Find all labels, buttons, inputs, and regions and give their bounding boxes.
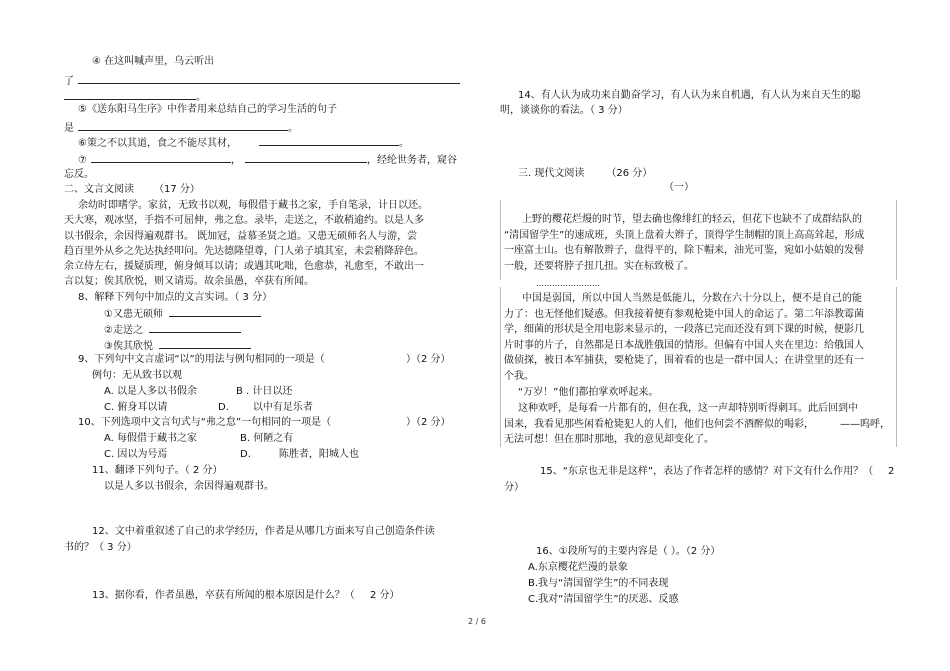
para2-line-6: 个我。 (504, 371, 534, 382)
q5-blank[interactable] (78, 120, 288, 131)
para2-border-left (500, 287, 501, 447)
q6-end: 。 (398, 138, 409, 149)
passage-line-1: 余幼时即嗜学。家贫，无致书以观，每假借于藏书之家，手自笔录，计日以还。 (78, 200, 428, 211)
passage-line-5: 余立侍左右，援疑质理，俯身倾耳以请；或遇其叱咄，色愈恭，礼愈至，不敢出一 (64, 261, 424, 272)
q15-line-1: 15、“东京也无非是这样”，表达了作者怎样的感情？对下文有什么作用？（ (540, 466, 874, 477)
q10-points: ）（2 分） (406, 417, 451, 428)
ellipsis-dots: …………………… (536, 279, 600, 288)
q13-points: 2 分） (370, 590, 400, 601)
para1-line-2: “清国留学生”的速成班，头顶上盘着大辫子，顶得学生制帽的顶上高高耸起，形成 (504, 230, 865, 241)
q7-line2: 忘反。 (64, 169, 94, 180)
q8-item-3-text: ③俟其欣悦 (104, 341, 153, 352)
passage-line-2: 天大寒，观冰坚，手指不可屈伸，弗之怠。录毕，走送之，不敢稍逾约。以是人多 (64, 215, 424, 226)
q8-prompt: 8、解释下列句中加点的文言实词。（ 3 分） (78, 292, 273, 303)
q9-option-d-text: 以中有足乐者 (252, 402, 313, 413)
q6-blank[interactable] (259, 135, 399, 146)
q9-option-b[interactable]: B . 计日以还 (236, 386, 293, 397)
passage-line-6: 言以复；俟其欣悦，则又请焉。故余虽愚，卒获有所闻。 (64, 276, 314, 287)
passage-line-4: 趋百里外从乡之先达执经叩问。先达德隆望尊，门人弟子填其室，未尝稍降辞色。 (64, 246, 424, 257)
passage-line-3: 以书假余，余因得遍观群书。 既加冠，益慕圣贤之道。又患无硕师名人与游，尝 (64, 231, 418, 242)
q10-option-d-label: D. (240, 449, 251, 460)
q12-line-2: 书的？（ 3 分） (64, 542, 137, 553)
q5-prefix: 是 (64, 123, 74, 134)
q10-option-c[interactable]: C. 因以为号焉 (104, 449, 168, 460)
q9-option-a[interactable]: A. 以是人多以书假余 (104, 386, 198, 397)
q7-mid: ， (230, 155, 241, 166)
section2-title: 二、文言文阅读 (64, 184, 134, 195)
q14-line-1: 14、有人认为成功来自勤奋学习，有人认为来自机遇，有人认为来自天生的聪 (518, 90, 861, 101)
q16-prompt: 16、①段所写的主要内容是（ ）。（2 分） (536, 546, 721, 557)
q15-points: 2 (888, 466, 895, 477)
q4-item: ④ 在这叫喊声里，乌云听出 (92, 56, 215, 67)
para1-line-4: 一般，还要将脖子扭几扭。实在标致极了。 (504, 261, 694, 272)
para3-line: “万岁！”他们都拍掌欢呼起来。 (518, 387, 659, 398)
q9-prompt: 9、下列句中文言虚词“以”的用法与例句相同的一项是（ (78, 354, 325, 365)
q10-option-d[interactable] (240, 448, 359, 461)
para4-line-1: 这种欢呼，是每看一片都有的，但在我，这一声却特别听得刺耳。此后回到中 (518, 403, 858, 414)
q14-line-2: 明，谈谈你的看法。（ 3 分） (500, 105, 628, 116)
q8-item-3 (104, 338, 251, 353)
q4-blank-1[interactable] (78, 73, 460, 84)
para2-line-4: 片时事的片子，自然都是日本战胜俄国的情形。但偏有中国人夹在里边：给俄国人 (504, 340, 864, 351)
section2-heading (64, 183, 200, 196)
q4-prefix: 了 (64, 76, 74, 87)
q4-end: 。 (196, 92, 206, 103)
q9-option-d[interactable] (218, 401, 313, 414)
q16-option-c[interactable]: C.我对“清国留学生”的厌恶、反感 (528, 594, 679, 605)
part-number: （一） (664, 182, 694, 193)
para2-border-right (896, 287, 897, 447)
q6-line (78, 135, 409, 150)
q5-end: 。 (288, 123, 298, 134)
q7-blank-2[interactable] (245, 152, 367, 163)
para4-dash: ——呜呼， (840, 419, 890, 430)
q8-blank-1[interactable] (169, 306, 261, 317)
para2-line-3: 学，细菌的形状是全用电影来显示的，一段落已完而还没有到下课的时候，便影几 (504, 324, 864, 335)
para2-line-2: 力了：也无怪他们疑惑。但我接着便有参观枪毙中国人的命运了。第二年添教霉菌 (504, 309, 864, 320)
q8-item-2 (104, 322, 241, 337)
page-number: 2 / 6 (468, 617, 486, 626)
q10-option-d-text: 陈胜者，阳城人也 (278, 449, 359, 460)
q5-item: ⑤《送东阳马生序》中作者用来总结自己的学习生活的句子 (78, 104, 337, 115)
q11-sentence: 以是人多以书假余，余因得遍观群书。 (104, 481, 274, 492)
para1-border-right (896, 200, 897, 280)
q8-blank-2[interactable] (149, 322, 241, 333)
para4-line-2: 国来，我看见那些闲看枪毙犯人的人们，他们也何尝不酒醉似的喝彩， (504, 419, 814, 430)
section3-title: 三. 现代文阅读 (518, 168, 585, 179)
q5-line (64, 120, 298, 135)
q7-item: ⑦ (78, 155, 87, 166)
q12-line-1: 12、文中着重叙述了自己的求学经历，作者是从哪几方面来写自己创造条件读 (92, 526, 435, 537)
para2-line-1: 中国是弱国，所以中国人当然是低能儿，分数在六十分以上，便不是自己的能 (522, 293, 862, 304)
q9-points: ）（2 分） (406, 354, 451, 365)
q10-option-b[interactable]: B. 何陋之有 (240, 433, 294, 444)
q9-example: 例句：无从致书以观 (92, 370, 182, 381)
q9-option-c[interactable]: C. 俯身耳以请 (104, 402, 168, 413)
q4-line2 (64, 89, 206, 104)
q10-option-a[interactable]: A. 每假借于藏书之家 (104, 433, 198, 444)
q11-prompt: 11、翻译下列句子。（ 2 分） (92, 465, 223, 476)
q6-item: ⑥策之不以其道，食之不能尽其材， (78, 138, 237, 149)
q13-prompt: 13、据你看，作者虽愚，卒获有所闻的根本原因是什么？（ (92, 590, 355, 601)
q8-item-1 (104, 306, 261, 321)
q10-prompt: 10、下列选项中文言句式与“弗之怠”一句相同的一项是（ (78, 417, 332, 428)
q4-blank-2[interactable] (64, 89, 196, 100)
section3-points: （26 分） (606, 168, 653, 179)
q15-line-2: 分） (504, 482, 524, 493)
para1-line-3: 一座富士山。也有解散辫子，盘得平的，除下帽来，油光可鉴，宛如小姑娘的发髻 (504, 245, 864, 256)
q8-item-2-text: ②走送之 (104, 325, 143, 336)
q4-line1 (64, 73, 460, 88)
section2-points: （17 分） (154, 184, 200, 195)
q8-item-1-text: ①又患无硕师 (104, 309, 163, 320)
q7-blank-1[interactable] (91, 152, 231, 163)
para1-line-1: 上野的樱花烂熳的时节，望去确也像绯红的轻云，但花下也缺不了成群结队的 (522, 214, 862, 225)
q8-blank-3[interactable] (159, 338, 251, 349)
q9-option-d-label: D. (218, 402, 229, 413)
q16-option-a[interactable]: A.东京樱花烂漫的景象 (528, 562, 628, 573)
para1-border-left (500, 200, 501, 280)
section3-heading (518, 167, 652, 180)
para4-line-3: 无法可想！但在那时那地，我的意见却变化了。 (504, 434, 714, 445)
q7-tail: ，经纶世务者，窥谷 (366, 155, 457, 166)
q16-option-b[interactable]: B.我与“清国留学生”的不同表现 (528, 578, 669, 589)
q7-line (78, 152, 457, 167)
para2-line-5: 做侦探，被日本军捕获，要枪毙了，围着看的也是一群中国人；在讲堂里的还有一 (504, 355, 864, 366)
